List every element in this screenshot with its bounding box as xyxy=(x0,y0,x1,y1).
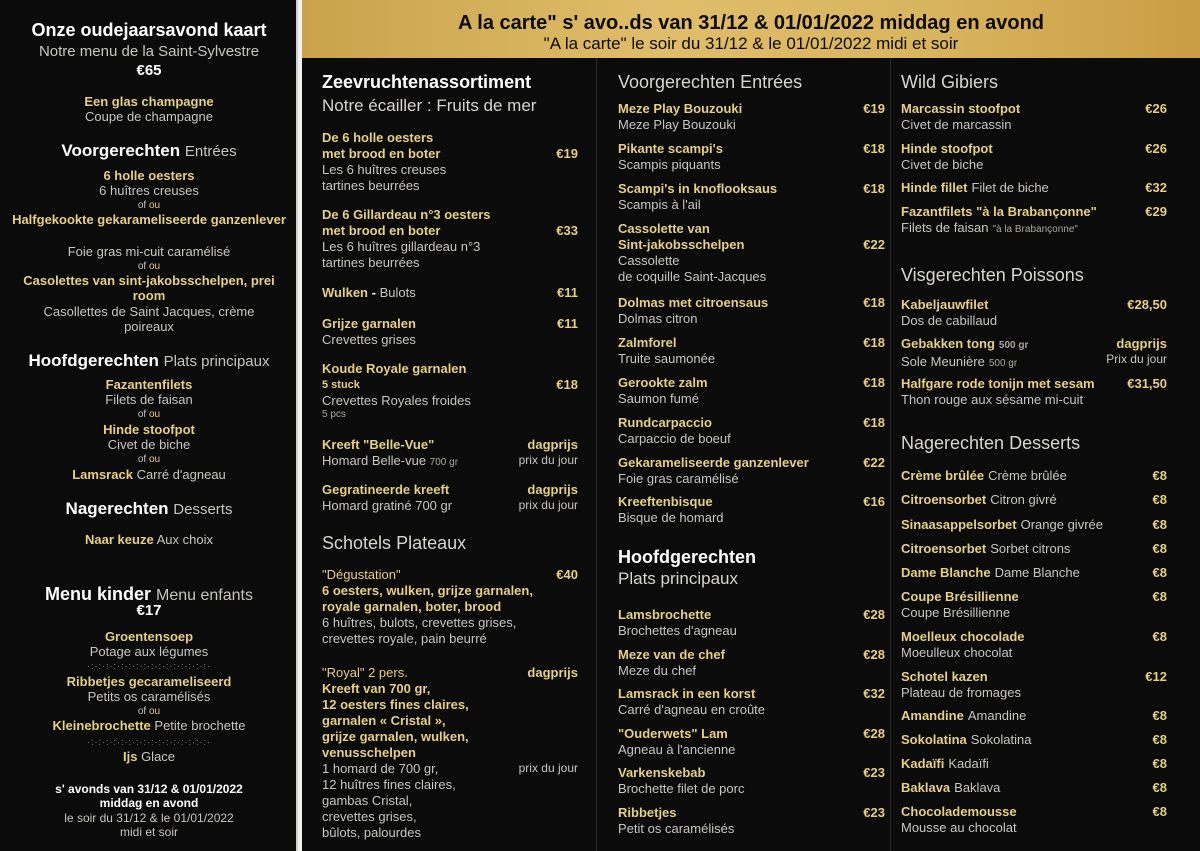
dessert-item-5 xyxy=(901,565,1167,581)
price: €19 xyxy=(863,101,885,116)
kinder-heading: Menu kinder Menu enfants xyxy=(45,584,253,604)
dot-divider-2: ·:·:·:·:·:·:·:·:·:·:·:·:·:·:·:·:· xyxy=(87,737,211,747)
price: €8 xyxy=(1152,756,1167,771)
dish-name xyxy=(618,221,885,237)
dish-name-fr: Citron givré xyxy=(990,492,1057,507)
price: €8 xyxy=(1152,708,1167,723)
price: €18 xyxy=(863,415,885,430)
left-menu-panel xyxy=(0,0,298,851)
dish-name xyxy=(618,686,885,702)
dish-name xyxy=(901,589,1167,605)
dish-name-fr: Foie gras caramélisé xyxy=(618,471,739,486)
entree-item-4 xyxy=(618,221,885,285)
dish-name xyxy=(618,455,885,471)
visgerechten-heading: Visgerechten Poissons xyxy=(901,265,1084,285)
dish-name-fr: Amandine xyxy=(967,708,1027,723)
dish-name-nl: Kadaïfi xyxy=(901,756,945,771)
dessert-item-8 xyxy=(901,669,1167,701)
dish-description xyxy=(618,742,885,758)
dish-description xyxy=(901,820,1167,836)
left-title: Onze oudejaarsavond kaart xyxy=(31,20,267,40)
dish-name-fr: Plateau de fromages xyxy=(901,685,1021,700)
dessert-item-11 xyxy=(901,756,1167,772)
dish-name-fr: Brochette filet de porc xyxy=(618,781,745,796)
price: dagprijs xyxy=(1116,336,1167,351)
dish-name-fr: Cassolette xyxy=(618,253,680,268)
dish-name-nl: Meze van de chef xyxy=(618,647,725,662)
dish-description xyxy=(901,220,1167,238)
entree-item-1 xyxy=(618,101,885,133)
left-v3-fr: Casollettes de Saint Jacques, crème poireaux xyxy=(43,304,255,334)
price: €18 xyxy=(556,377,578,392)
price: €18 xyxy=(863,141,885,156)
price: €8 xyxy=(1152,780,1167,795)
dish-name xyxy=(618,415,885,431)
dessert-item-3 xyxy=(901,517,1167,533)
dish-name-nl: Ribbetjes xyxy=(618,805,677,820)
dish-description xyxy=(618,157,885,173)
dish-description xyxy=(901,313,1167,329)
dish-description xyxy=(618,471,885,487)
wild-item-2 xyxy=(901,141,1167,173)
dish-name xyxy=(618,295,885,311)
dish-name-nl: Amandine xyxy=(901,708,964,723)
dish-name xyxy=(901,669,1167,685)
price: €8 xyxy=(1152,732,1167,747)
kind-k1-nl: Groentensoep xyxy=(104,629,194,644)
dish-name xyxy=(618,765,885,781)
left-footer-2: middag en avond xyxy=(99,796,199,810)
price: €11 xyxy=(557,285,578,300)
fish-item-3 xyxy=(901,376,1167,408)
left-h2-fr: Civet de biche xyxy=(107,437,191,452)
price: €16 xyxy=(863,494,885,509)
dish-name xyxy=(618,494,885,510)
dish-description xyxy=(901,645,1167,661)
dish-name-nl: Halfgare rode tonijn met sesam xyxy=(901,376,1095,391)
dish-description xyxy=(901,392,1167,408)
banner-line-1: A la carte" s' avo..ds van 31/12 & 01/01/2022 middag en avond xyxy=(458,12,1044,34)
price: €22 xyxy=(863,455,885,470)
dish-name-nl: Kreeftenbisque xyxy=(618,494,713,509)
dish-name xyxy=(901,756,1167,772)
dish-name-fr: Truite saumonée xyxy=(618,351,716,366)
dish-name xyxy=(901,732,1167,748)
price: €18 xyxy=(863,335,885,350)
wild-item-4 xyxy=(901,204,1167,238)
left-subtitle: Notre menu de la Saint-Sylvestre xyxy=(38,43,260,60)
dish-name-fr: Dos de cabillaud xyxy=(901,313,998,328)
left-voorgerechten-heading: Voorgerechten Entrées xyxy=(61,141,237,160)
price: €28 xyxy=(863,647,885,662)
dish-name-fr-2: de coquille Saint-Jacques xyxy=(618,269,767,284)
dish-name-nl: Hinde stoofpot xyxy=(901,141,993,156)
seafood-item-7: Gegratineerde kreeft Homard gratiné 700 gr dagprijs prix du jour xyxy=(322,482,578,513)
price: €8 xyxy=(1152,468,1167,483)
price-fr: Prix du jour xyxy=(1106,352,1167,366)
dish-name xyxy=(901,541,1167,557)
price: €12 xyxy=(1145,669,1167,684)
price: €26 xyxy=(1145,101,1167,116)
seafood-item-1: De 6 holle oesters met brood en boter Les 6 huîtres creuses tartines beurrées €19 xyxy=(322,130,578,193)
main-item-3 xyxy=(618,686,885,718)
dish-name-nl: Hinde fillet xyxy=(901,180,968,195)
dish-name-nl: Meze Play Bouzouki xyxy=(618,101,743,116)
price: €28 xyxy=(863,607,885,622)
dish-name-fr: Thon rouge aux sésame mi-cuit xyxy=(901,392,1084,407)
dish-name-fr: Bisque de homard xyxy=(618,510,724,525)
price: €23 xyxy=(863,765,885,780)
price: €32 xyxy=(1145,180,1167,195)
main-item-6 xyxy=(618,805,885,837)
hoofdgerechten-heading: Hoofdgerechten xyxy=(618,547,757,567)
dish-name-nl: Fazantfilets "à la Brabançonne" xyxy=(901,204,1097,219)
price: €18 xyxy=(863,295,885,310)
price: €28,50 xyxy=(1127,297,1167,312)
dish-description xyxy=(901,117,1167,133)
dish-name-nl: Gekarameliseerde ganzenlever xyxy=(618,455,809,470)
kind-k3: Kleinebrochette Petite brochette xyxy=(52,718,246,733)
dish-name-fr: Saumon fumé xyxy=(618,391,699,406)
royal-item: "Royal" 2 pers. Kreeft van 700 gr, 12 oesters fines claires, garnalen « Cristal », grijze garnalen, wulken, venusschelpen 1 homard de 700 gr, 12 huîtres fines claires, gambas Cristal, crevettes grises, bûlots, palourdes dagprijs prix du jour xyxy=(322,665,578,840)
left-nagerechten-heading: Nagerechten Desserts xyxy=(65,499,233,518)
seafood-item-4: Grijze garnalen Crevettes grises €11 xyxy=(322,316,578,347)
dish-name xyxy=(901,517,1167,533)
dish-description xyxy=(618,311,885,327)
dish-name-nl: Kabeljauwfilet xyxy=(901,297,989,312)
left-hoofdgerechten-heading: Hoofdgerechten Plats principaux xyxy=(28,351,270,370)
dish-name-fr: Meze du chef xyxy=(618,663,697,678)
dish-name-fr: Brochettes d'agneau xyxy=(618,623,737,638)
entree-item-3 xyxy=(618,181,885,213)
dish-name-nl: Zalmforel xyxy=(618,335,677,350)
left-footer-1: s' avonds van 31/12 & 01/01/2022 xyxy=(55,782,243,796)
dish-name-nl: Baklava xyxy=(901,780,951,795)
left-of-ou-3: of ou xyxy=(137,409,161,420)
price: €32 xyxy=(863,686,885,701)
seafood-item-3: Wulken - Bulots €11 xyxy=(322,285,578,300)
dish-description xyxy=(901,605,1167,621)
wild-heading: Wild Gibiers xyxy=(901,72,999,92)
dish-name-fr: Agneau à l'ancienne xyxy=(618,742,736,757)
dish-name xyxy=(901,204,1167,220)
dish-note: "à la Brabançonne" xyxy=(992,224,1078,235)
dish-name-nl: Pikante scampi's xyxy=(618,141,723,156)
left-of-ou-5: of ou xyxy=(137,706,161,717)
price: €22 xyxy=(863,237,885,252)
price: dagprijs xyxy=(527,665,578,680)
dessert-item-4 xyxy=(901,541,1167,557)
price: €8 xyxy=(1152,589,1167,604)
dish-name-fr: Civet de marcassin xyxy=(901,117,1012,132)
dish-name-nl-2: Sint-jakobsschelpen xyxy=(618,237,745,252)
dish-name xyxy=(901,780,1167,796)
dish-name xyxy=(901,141,1167,157)
dish-name xyxy=(901,565,1167,581)
dish-name-fr: Scampis à l'ail xyxy=(618,197,701,212)
dish-name-fr: Coupe Brésillienne xyxy=(901,605,1011,620)
dish-name-fr: Orange givrée xyxy=(1020,517,1103,532)
entree-item-6 xyxy=(618,335,885,367)
kind-k2-nl: Ribbetjes gecarameliseerd xyxy=(66,674,232,689)
left-v2-nl: Halfgekookte gekarameliseerde ganzenlever xyxy=(12,212,286,227)
dish-name-nl: Sokolatina xyxy=(901,732,967,747)
main-item-1 xyxy=(618,607,885,639)
dish-description xyxy=(618,117,885,133)
price: €8 xyxy=(1152,492,1167,507)
price: dagprijs xyxy=(527,482,578,497)
dish-description xyxy=(618,623,885,639)
price: €8 xyxy=(1152,541,1167,556)
dish-name-fr: Carpaccio de boeuf xyxy=(618,431,731,446)
price: €31,50 xyxy=(1127,376,1167,391)
kind-k2-fr: Petits os caramélisés xyxy=(87,689,211,704)
dish-name-fr: Moeulleux chocolat xyxy=(901,645,1013,660)
left-h2-nl: Hinde stoofpot xyxy=(103,422,195,437)
dish-name xyxy=(618,335,885,351)
left-h3: Lamsrack Carré d'agneau xyxy=(72,467,226,482)
entree-item-5 xyxy=(618,295,885,327)
dish-name-fr: Scampis piquants xyxy=(618,157,721,172)
dish-name-nl: Gebakken tong xyxy=(901,336,995,351)
price: €18 xyxy=(863,375,885,390)
entree-item-10 xyxy=(618,494,885,526)
dish-name-fr: Kadaïfi xyxy=(948,756,989,771)
dish-name xyxy=(901,468,1167,484)
champagne-nl: Een glas champagne xyxy=(84,94,214,109)
left-h1-fr: Filets de faisan xyxy=(105,392,193,407)
dish-description xyxy=(618,510,885,526)
dessert-item-13 xyxy=(901,804,1167,836)
price: €29 xyxy=(1145,204,1167,219)
menu-price: €65 xyxy=(136,62,162,79)
dish-name-fr: Sorbet citrons xyxy=(990,541,1071,556)
dessert-item-1 xyxy=(901,468,1167,484)
dessert-item-12 xyxy=(901,780,1167,796)
dish-name-fr: Dame Blanche xyxy=(994,565,1080,580)
degustation-item: "Dégustation" 6 oesters, wulken, grijze garnalen, royale garnalen, boter, brood 6 huîtres, bulots, crevettes grises, crevettes royale, pain beurré €40 xyxy=(322,567,578,646)
dish-description xyxy=(618,391,885,407)
column-entrees-mains xyxy=(618,0,885,836)
seafood-heading: Zeevruchtenassortiment xyxy=(322,72,532,92)
left-v1-nl: 6 holle oesters xyxy=(103,168,195,183)
fish-item-2 xyxy=(901,336,1167,372)
dish-name-nl: Chocolademousse xyxy=(901,804,1017,819)
voorgerechten-heading: Voorgerechten Entrées xyxy=(618,72,803,92)
dish-name-fr: Meze Play Bouzouki xyxy=(618,117,736,132)
left-h1-nl: Fazantenfilets xyxy=(105,377,193,392)
price: €11 xyxy=(557,316,578,331)
banner-line-2: "A la carte" le soir du 31/12 & le 01/01/2022 midi et soir xyxy=(543,34,959,53)
entree-item-7 xyxy=(618,375,885,407)
main-item-5 xyxy=(618,765,885,797)
dish-name xyxy=(901,492,1167,508)
dish-name-fr: Sole Meunière xyxy=(901,354,985,369)
dish-description xyxy=(618,702,885,718)
price: €8 xyxy=(1152,565,1167,580)
dish-name-fr: Carré d'agneau en croûte xyxy=(618,702,766,717)
left-v1-fr: 6 huîtres creuses xyxy=(99,183,199,198)
schotels-heading: Schotels Plateaux xyxy=(322,533,467,553)
dish-description xyxy=(618,781,885,797)
price: €33 xyxy=(556,223,578,238)
dish-name-fr: Petit os caramélisés xyxy=(618,821,735,836)
dish-name-nl: Sinaasappelsorbet xyxy=(901,517,1017,532)
column-wild-fish-desserts xyxy=(901,0,1167,835)
price: €19 xyxy=(556,146,578,161)
dish-name-nl: Schotel kazen xyxy=(901,669,988,684)
dish-name-nl: Lamsbrochette xyxy=(618,607,712,622)
dish-name-nl: Dame Blanche xyxy=(901,565,991,580)
price: €8 xyxy=(1152,517,1167,532)
dessert-item-2 xyxy=(901,492,1167,508)
dish-name-nl: Dolmas met citroensaus xyxy=(618,295,769,310)
dish-name xyxy=(618,726,885,742)
dish-note: 500 gr xyxy=(988,358,1018,369)
dessert-item-6 xyxy=(901,589,1167,621)
dish-name xyxy=(618,181,885,197)
dish-name-fr: Crème brûlée xyxy=(988,468,1067,483)
price: €8 xyxy=(1152,804,1167,819)
left-na1: Naar keuze Aux choix xyxy=(85,532,213,547)
main-item-2 xyxy=(618,647,885,679)
left-v2-fr: Foie gras mi-cuit caramélisé xyxy=(67,244,231,259)
price: €40 xyxy=(556,567,578,582)
left-of-ou-2: of ou xyxy=(137,261,161,272)
dish-name xyxy=(901,629,1167,645)
price: €23 xyxy=(863,805,885,820)
seafood-item-2: De 6 Gillardeau n°3 oesters met brood en boter Les 6 huîtres gillardeau n°3 tartines beurrées €33 xyxy=(322,207,578,270)
dish-name-nl: Coupe Brésillienne xyxy=(901,589,1019,604)
dish-name-nl: Gerookte zalm xyxy=(618,375,708,390)
dish-name xyxy=(901,101,1167,117)
wild-item-3 xyxy=(901,180,1167,196)
dish-name-nl: Scampi's in knoflooksaus xyxy=(618,181,778,196)
dessert-item-9 xyxy=(901,708,1167,724)
dish-description xyxy=(618,431,885,447)
dish-name-nl: Citroensorbet xyxy=(901,492,987,507)
dish-description xyxy=(901,157,1167,173)
left-footer-4: midi et soir xyxy=(119,825,178,839)
kind-k4: Ijs Glace xyxy=(122,749,176,764)
dish-name-fr: Sokolatina xyxy=(970,732,1032,747)
dish-description xyxy=(618,351,885,367)
dish-weight: 500 gr xyxy=(998,340,1029,351)
dish-description xyxy=(618,663,885,679)
left-v3-nl: Casolettes van sint-jakobsschelpen, prei room xyxy=(23,273,275,303)
entree-item-9 xyxy=(618,455,885,487)
dish-name xyxy=(618,805,885,821)
hoofdgerechten-subheading: Plats principaux xyxy=(618,569,739,588)
dish-name-nl: Moelleux chocolade xyxy=(901,629,1025,644)
seafood-subheading: Notre écailler : Fruits de mer xyxy=(322,96,537,115)
dish-name-fr: Baklava xyxy=(954,780,1001,795)
champagne-fr: Coupe de champagne xyxy=(85,109,213,124)
main-item-4 xyxy=(618,726,885,758)
column-divider-2 xyxy=(890,58,891,851)
dish-name xyxy=(901,804,1167,820)
dish-name xyxy=(618,647,885,663)
column-divider-1 xyxy=(596,58,597,851)
kind-k1-fr: Potage aux légumes xyxy=(89,644,209,659)
price: €26 xyxy=(1145,141,1167,156)
dish-name-nl: Lamsrack in een korst xyxy=(618,686,756,701)
dessert-item-7 xyxy=(901,629,1167,661)
column-seafood xyxy=(322,0,578,840)
dish-name xyxy=(901,708,1167,724)
left-of-ou-1: of ou xyxy=(137,200,161,211)
dish-description xyxy=(901,685,1167,701)
wild-item-1 xyxy=(901,101,1167,133)
seafood-item-6: Kreeft "Belle-Vue" Homard Belle-vue 700 gr dagprijs prix du jour xyxy=(322,437,578,468)
price: €28 xyxy=(863,726,885,741)
price: €8 xyxy=(1152,629,1167,644)
dish-name-fr: Mousse au chocolat xyxy=(901,820,1017,835)
dish-name-nl: Rundcarpaccio xyxy=(618,415,712,430)
price: dagprijs xyxy=(527,437,578,452)
dish-name xyxy=(618,607,885,623)
dish-name-nl: Citroensorbet xyxy=(901,541,987,556)
dish-name xyxy=(901,180,1167,196)
dot-divider-1: ·:·:·:·:·:·:·:·:·:·:·:·:·:·:·:·:· xyxy=(87,661,211,671)
dish-name-nl: Marcassin stoofpot xyxy=(901,101,1021,116)
entree-item-2 xyxy=(618,141,885,173)
dish-description xyxy=(618,253,885,269)
dish-name-fr: Filet de biche xyxy=(971,180,1049,195)
seafood-item-5: Koude Royale garnalen 5 stuck Crevettes Royales froides 5 pcs €18 xyxy=(322,361,578,420)
dish-name-nl: Crème brûlée xyxy=(901,468,985,483)
dish-name-fr: Civet de biche xyxy=(901,157,984,172)
dish-name xyxy=(618,375,885,391)
left-of-ou-4: of ou xyxy=(137,454,161,465)
dish-description xyxy=(618,197,885,213)
dish-name xyxy=(618,141,885,157)
dish-description xyxy=(618,821,885,837)
dish-name-fr: Dolmas citron xyxy=(618,311,698,326)
kinder-price: €17 xyxy=(136,602,162,619)
dish-name xyxy=(618,101,885,117)
dish-name-nl: Varkenskebab xyxy=(618,765,706,780)
entree-item-8 xyxy=(618,415,885,447)
fish-item-1 xyxy=(901,297,1167,329)
dessert-item-10 xyxy=(901,732,1167,748)
left-footer-3: le soir du 31/12 & le 01/01/2022 xyxy=(64,811,234,825)
dish-name-fr: Filets de faisan xyxy=(901,220,989,235)
dish-name-nl: "Ouderwets" Lam xyxy=(618,726,728,741)
price: €18 xyxy=(863,181,885,196)
nagerechten-heading: Nagerechten Desserts xyxy=(901,433,1081,453)
dish-name-nl: Cassolette van xyxy=(618,221,710,236)
